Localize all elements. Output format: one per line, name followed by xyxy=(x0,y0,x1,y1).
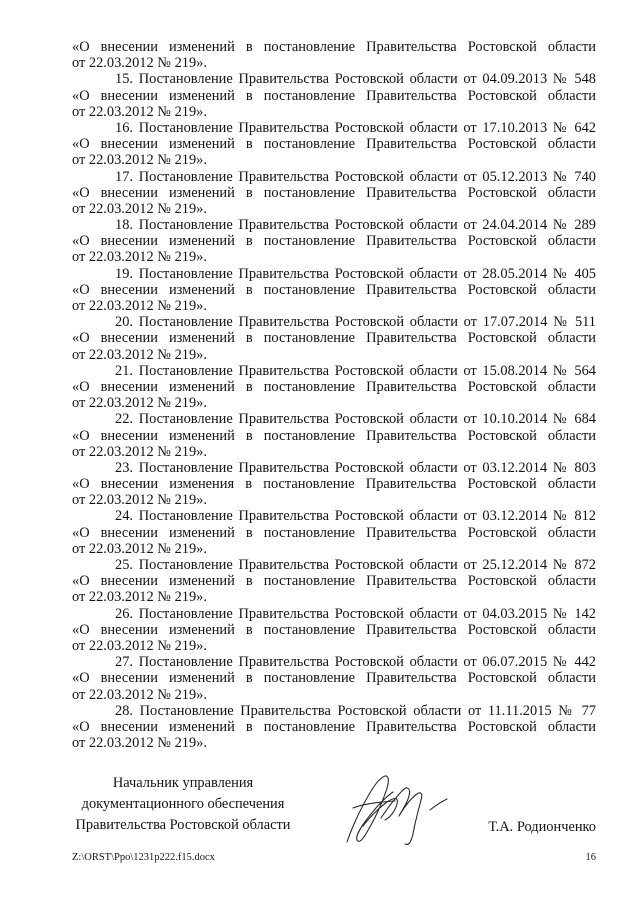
list-item xyxy=(72,266,596,315)
item-heading: 20. Постановление Правительства Ростовской области от 17.07.2014 № 511 xyxy=(115,314,596,331)
item-subject-line: «О внесении изменений в постановление Правительства Ростовской области xyxy=(72,281,596,298)
item-subject-line: «О внесении изменений в постановление Правительства Ростовской области xyxy=(72,87,596,104)
list-item xyxy=(72,217,596,266)
item-heading: 19. Постановление Правительства Ростовской области от 28.05.2014 № 405 xyxy=(115,265,596,282)
item-subject-line: «О внесении изменений в постановление Правительства Ростовской области xyxy=(72,718,596,735)
item-subject-line: «О внесении изменения в постановление Правительства Ростовской области xyxy=(72,476,596,493)
item-subject-line: «О внесении изменений в постановление Правительства Ростовской области xyxy=(72,621,596,638)
item-heading: 25. Постановление Правительства Ростовской области от 25.12.2014 № 872 xyxy=(115,557,596,573)
position-line: Начальник управления xyxy=(112,775,254,791)
signer-position xyxy=(71,773,295,836)
intro-subject-end: от 22.03.2012 № 219». xyxy=(72,55,207,72)
list-item xyxy=(72,411,596,460)
item-subject-line: «О внесении изменений в постановление Правительства Ростовской области xyxy=(72,136,596,153)
list-item xyxy=(72,314,596,363)
document-body xyxy=(72,39,596,751)
item-heading: 28. Постановление Правительства Ростовской области от 11.11.2015 № 77 xyxy=(115,702,596,719)
position-line: документационного обеспечения xyxy=(81,796,285,812)
list-item xyxy=(72,703,596,752)
list-item xyxy=(72,363,596,412)
list-item xyxy=(72,169,596,218)
list-item xyxy=(72,508,596,557)
item-heading: 23. Постановление Правительства Ростовской области от 03.12.2014 № 803 xyxy=(115,459,596,476)
item-heading: 17. Постановление Правительства Ростовской области от 05.12.2013 № 740 xyxy=(115,168,596,185)
item-subject-end: от 22.03.2012 № 219». xyxy=(72,637,207,654)
item-subject-line: «О внесении изменений в постановление Правительства Ростовской области xyxy=(72,427,596,444)
item-subject-end: от 22.03.2012 № 219». xyxy=(72,103,207,120)
item-subject-line: «О внесении изменений в постановление Правительства Ростовской области xyxy=(72,670,596,687)
item-heading: 22. Постановление Правительства Ростовской области от 10.10.2014 № 684 xyxy=(115,411,596,428)
item-heading: 27. Постановление Правительства Ростовской области от 06.07.2015 № 442 xyxy=(115,654,596,671)
intro-subject-line: «О внесении изменений в постановление Правительства Ростовской области xyxy=(72,39,596,55)
handwritten-signature xyxy=(333,768,453,850)
item-subject-end: от 22.03.2012 № 219». xyxy=(72,249,207,266)
item-heading: 24. Постановление Правительства Ростовской области от 03.12.2014 № 812 xyxy=(115,508,596,525)
item-subject-line: «О внесении изменений в постановление Правительства Ростовской области xyxy=(72,184,596,201)
item-subject-end: от 22.03.2012 № 219». xyxy=(72,735,207,752)
item-heading: 15. Постановление Правительства Ростовской области от 04.09.2013 № 548 xyxy=(115,71,596,88)
item-heading: 16. Постановление Правительства Ростовской области от 17.10.2013 № 642 xyxy=(115,119,596,136)
item-subject-line: «О внесении изменений в постановление Правительства Ростовской области xyxy=(72,330,596,347)
item-subject-end: от 22.03.2012 № 219». xyxy=(72,298,207,314)
item-heading: 26. Постановление Правительства Ростовской области от 04.03.2015 № 142 xyxy=(115,605,596,622)
item-subject-line: «О внесении изменений в постановление Правительства Ростовской области xyxy=(72,233,596,250)
list-item xyxy=(72,71,596,120)
item-subject-end: от 22.03.2012 № 219». xyxy=(72,492,207,509)
list-item xyxy=(72,460,596,509)
page-number: 16 xyxy=(585,852,596,863)
footer-file-path: Z:\ORST\Ppo\1231p222.f15.docx xyxy=(72,852,215,863)
item-subject-end: от 22.03.2012 № 219». xyxy=(72,686,207,703)
item-heading: 18. Постановление Правительства Ростовской области от 24.04.2014 № 289 xyxy=(115,217,596,234)
item-subject-line: «О внесении изменений в постановление Правительства Ростовской области xyxy=(72,378,596,395)
item-subject-end: от 22.03.2012 № 219». xyxy=(72,152,207,169)
item-subject-line: «О внесении изменений в постановление Правительства Ростовской области xyxy=(72,573,596,590)
position-line: Правительства Ростовской области xyxy=(75,817,291,833)
list-item xyxy=(72,654,596,703)
item-subject-line: «О внесении изменений в постановление Правительства Ростовской области xyxy=(72,524,596,541)
list-item xyxy=(72,120,596,169)
list-item xyxy=(72,557,596,606)
item-subject-end: от 22.03.2012 № 219». xyxy=(72,346,207,363)
item-subject-end: от 22.03.2012 № 219». xyxy=(72,200,207,217)
item-subject-end: от 22.03.2012 № 219». xyxy=(72,395,207,412)
item-subject-end: от 22.03.2012 № 219». xyxy=(72,589,207,606)
item-subject-end: от 22.03.2012 № 219». xyxy=(72,443,207,460)
item-subject-end: от 22.03.2012 № 219». xyxy=(72,540,207,557)
list-item xyxy=(72,606,596,655)
signer-name: Т.А. Родионченко xyxy=(488,819,596,835)
item-heading: 21. Постановление Правительства Ростовской области от 15.08.2014 № 564 xyxy=(115,362,596,379)
